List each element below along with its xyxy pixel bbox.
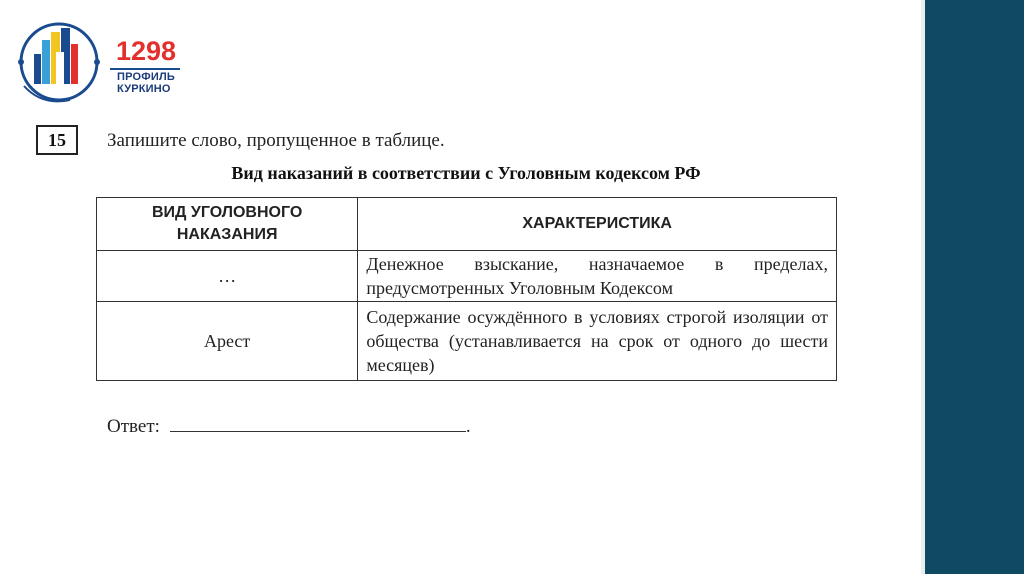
answer-line [107,413,471,438]
side-panel [921,0,1024,574]
logo-text-line2: КУРКИНО [117,83,171,95]
cell-description: Содержание осуждённого в условиях строгой изоляции от общества (устанавливается на срок от одного до шести месяцев) [358,302,837,381]
answer-blank[interactable] [170,413,466,432]
table-row [97,251,837,302]
cell-type-missing: … [97,251,358,302]
logo-emblem-icon [12,18,112,108]
logo-text-line1: ПРОФИЛЬ [117,71,175,83]
logo-number: 1298 [116,36,177,66]
cell-type: Арест [97,302,358,381]
answer-end: . [465,416,471,437]
side-panel-edge [921,0,925,574]
table-title: Вид наказаний в соответствии с Уголовным кодексом РФ [231,163,701,183]
logo-divider [110,68,180,70]
column-header-characteristic: ХАРАКТЕРИСТИКА [358,198,837,251]
column-header-type: ВИД УГОЛОВНОГО НАКАЗАНИЯ [97,198,358,251]
answer-label: Ответ: [107,416,160,437]
punishment-table [96,197,837,381]
table-row [97,302,837,381]
task-number: 15 [36,125,78,155]
school-logo [12,18,192,108]
table-header-row [97,198,837,251]
cell-description: Денежное взыскание, назначаемое в пределах, предусмотренных Уголовным Кодексом [358,251,837,302]
task-instruction: Запишите слово, пропущенное в таблице. [107,130,445,151]
